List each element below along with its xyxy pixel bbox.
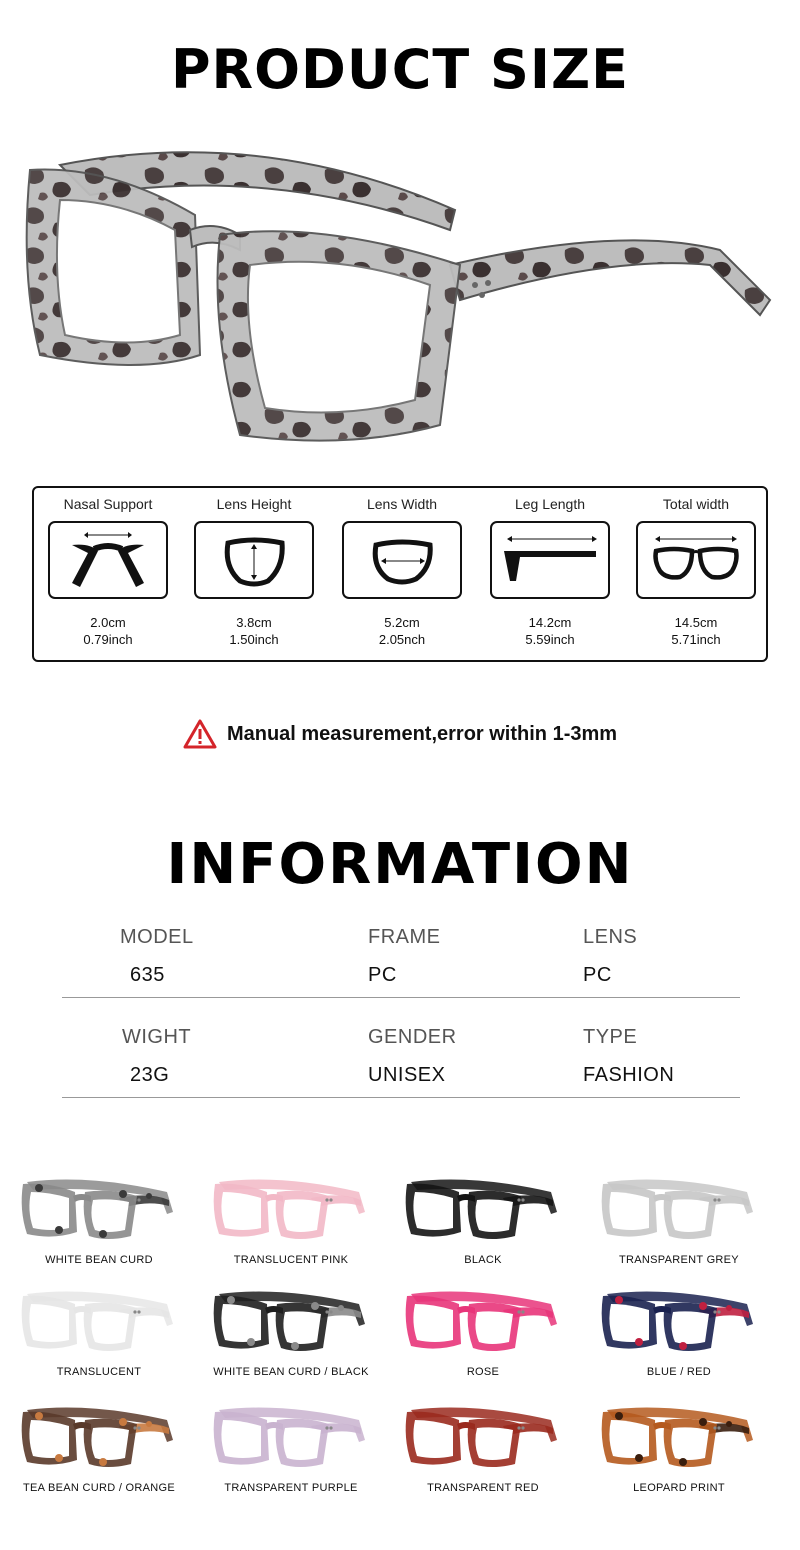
color-variant-label: TRANSLUCENT [56, 1366, 142, 1378]
measure-cm: 14.5cm [674, 615, 718, 630]
color-variant-label: LEOPARD PRINT [633, 1482, 725, 1494]
measure-cm: 14.2cm [528, 615, 572, 630]
lens-height-icon [194, 521, 314, 599]
measure-lens-width [332, 488, 472, 664]
color-variant-transparent-purple[interactable] [196, 1398, 386, 1513]
product-size-title: PRODUCT SIZE [170, 38, 630, 101]
color-variant-label: TRANSLUCENT PINK [233, 1254, 349, 1266]
glasses-thumbnail [211, 1170, 371, 1242]
measure-cm: 5.2cm [384, 615, 420, 630]
glasses-thumbnail [19, 1282, 179, 1354]
color-variant-white-bean-curd[interactable] [4, 1170, 194, 1285]
info-value-frame: PC [368, 964, 397, 986]
measure-leg-length [480, 488, 620, 664]
measure-label: Lens Height [216, 496, 292, 512]
product-hero-glasses-image [20, 125, 780, 465]
glasses-thumbnail [599, 1170, 759, 1242]
info-key-lens: LENS [583, 926, 638, 948]
info-divider [62, 997, 740, 998]
info-value-model: 635 [130, 964, 165, 986]
color-variant-transparent-grey[interactable] [584, 1170, 774, 1285]
info-value-gender: UNISEX [368, 1064, 446, 1086]
size-measurement-panel [32, 486, 768, 662]
measure-label: Total width [662, 496, 730, 512]
color-variant-label: WHITE BEAN CURD [45, 1254, 153, 1266]
glasses-thumbnail [403, 1170, 563, 1242]
measure-lens-height [184, 488, 324, 664]
color-variant-black[interactable] [388, 1170, 578, 1285]
info-value-type: FASHION [583, 1064, 675, 1086]
color-variant-translucent-pink[interactable] [196, 1170, 386, 1285]
info-key-weight: WIGHT [122, 1026, 192, 1048]
measure-inch: 5.71inch [671, 632, 721, 647]
info-divider [62, 1097, 740, 1098]
color-variant-label: TRANSPARENT PURPLE [224, 1482, 358, 1494]
measure-inch: 2.05nch [378, 632, 426, 647]
measure-total-width [626, 488, 766, 664]
info-key-model: MODEL [120, 926, 194, 948]
measure-cm: 3.8cm [236, 615, 272, 630]
glasses-thumbnail [19, 1398, 179, 1470]
glasses-thumbnail [599, 1282, 759, 1354]
info-key-frame: FRAME [368, 926, 441, 948]
info-value-weight: 23G [130, 1064, 170, 1086]
color-variant-label: WHITE BEAN CURD / BLACK [213, 1366, 369, 1378]
measure-cm: 2.0cm [90, 615, 126, 630]
lens-width-icon [342, 521, 462, 599]
color-variant-rose[interactable] [388, 1282, 578, 1397]
color-variant-transparent-red[interactable] [388, 1398, 578, 1513]
glasses-thumbnail [403, 1282, 563, 1354]
measure-label: Nasal Support [63, 496, 153, 512]
info-value-lens: PC [583, 964, 612, 986]
information-title: INFORMATION [166, 832, 634, 897]
measure-inch: 5.59inch [525, 632, 575, 647]
info-key-gender: GENDER [368, 1026, 457, 1048]
temple-length-icon [490, 521, 610, 599]
info-key-type: TYPE [583, 1026, 638, 1048]
color-variant-leopard-print[interactable] [584, 1398, 774, 1513]
total-width-icon [636, 521, 756, 599]
color-variant-label: TRANSPARENT RED [427, 1482, 539, 1494]
glasses-thumbnail [211, 1282, 371, 1354]
glasses-thumbnail [211, 1398, 371, 1470]
measure-label: Lens Width [366, 496, 438, 512]
glasses-thumbnail [403, 1398, 563, 1470]
color-variant-label: TRANSPARENT GREY [619, 1254, 739, 1266]
color-variant-label: BLUE / RED [646, 1366, 712, 1378]
glasses-thumbnail [599, 1398, 759, 1470]
color-variant-label: BLACK [464, 1254, 502, 1266]
color-variant-tea-bean-curd-orange[interactable] [4, 1398, 194, 1513]
glasses-thumbnail [19, 1170, 179, 1242]
color-variant-blue-red[interactable] [584, 1282, 774, 1397]
measure-label: Leg Length [514, 496, 586, 512]
color-variant-label: ROSE [466, 1366, 500, 1378]
measure-inch: 1.50inch [229, 632, 279, 647]
color-variant-label: TEA BEAN CURD / ORANGE [22, 1482, 176, 1494]
color-variant-white-bean-curd-black[interactable] [196, 1282, 386, 1397]
measurement-warning [0, 716, 800, 752]
nose-bridge-icon [48, 521, 168, 599]
measure-inch: 0.79inch [83, 632, 133, 647]
warning-text: Manual measurement,error within 1-3mm [226, 722, 618, 745]
measure-nasal-support [38, 488, 178, 664]
color-variant-translucent[interactable] [4, 1282, 194, 1397]
warning-triangle-icon [183, 718, 217, 750]
